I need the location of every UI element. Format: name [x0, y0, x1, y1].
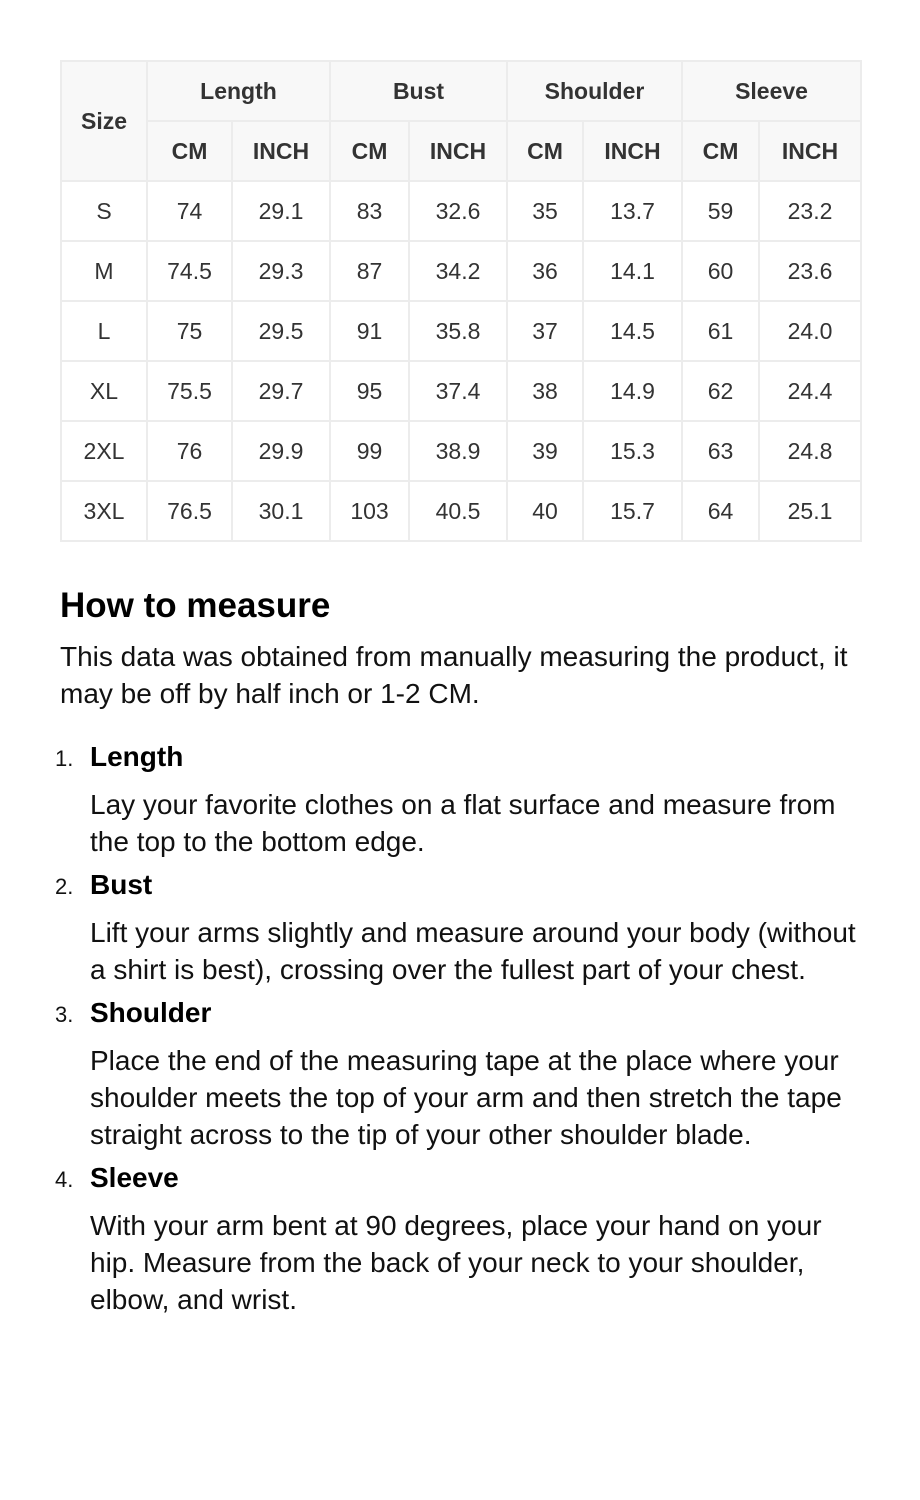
- item-number: 1.: [55, 746, 74, 771]
- item-description: With your arm bent at 90 degrees, place your hand on your hip. Measure from the back of your neck to your shoulder, elbow, and wrist.: [90, 1210, 822, 1315]
- bust-cm-cell: 95: [330, 361, 409, 421]
- table-row: [61, 241, 861, 301]
- size-cell: S: [61, 181, 147, 241]
- size-cell: XL: [61, 361, 147, 421]
- item-number: 3.: [55, 1002, 74, 1027]
- bust-cm-cell: 91: [330, 301, 409, 361]
- table-row: [61, 301, 861, 361]
- bust-group-header: Bust: [330, 61, 507, 121]
- table-row: [61, 421, 861, 481]
- shoulder-cm-cell: 40: [507, 481, 583, 541]
- sleeve-group-header: Sleeve: [682, 61, 861, 121]
- length-cm-cell: 74: [147, 181, 232, 241]
- bust-cm-cell: 103: [330, 481, 409, 541]
- item-description: Lay your favorite clothes on a flat surface and measure from the top to the bottom edge.: [90, 789, 836, 857]
- bust-inch-cell: 38.9: [409, 421, 507, 481]
- shoulder-inch-header: INCH: [583, 121, 682, 181]
- sleeve-cm-cell: 62: [682, 361, 759, 421]
- length-cm-cell: 76.5: [147, 481, 232, 541]
- shoulder-inch-cell: 13.7: [583, 181, 682, 241]
- size-cell: M: [61, 241, 147, 301]
- shoulder-group-header: Shoulder: [507, 61, 682, 121]
- shoulder-cm-cell: 39: [507, 421, 583, 481]
- length-inch-cell: 29.5: [232, 301, 330, 361]
- shoulder-cm-cell: 38: [507, 361, 583, 421]
- sleeve-inch-header: INCH: [759, 121, 861, 181]
- size-cell: 3XL: [61, 481, 147, 541]
- length-inch-header: INCH: [232, 121, 330, 181]
- sleeve-inch-cell: 24.0: [759, 301, 861, 361]
- bust-cm-cell: 87: [330, 241, 409, 301]
- sleeve-inch-cell: 23.6: [759, 241, 861, 301]
- list-item: [55, 740, 860, 860]
- length-cm-cell: 76: [147, 421, 232, 481]
- item-title: Shoulder: [90, 997, 212, 1028]
- list-item: [55, 1161, 860, 1318]
- shoulder-cm-cell: 37: [507, 301, 583, 361]
- table-row: [61, 481, 861, 541]
- bust-cm-header: CM: [330, 121, 409, 181]
- item-number: 4.: [55, 1167, 74, 1192]
- size-cell: L: [61, 301, 147, 361]
- length-inch-cell: 29.7: [232, 361, 330, 421]
- length-inch-cell: 29.1: [232, 181, 330, 241]
- bust-inch-header: INCH: [409, 121, 507, 181]
- sleeve-cm-cell: 59: [682, 181, 759, 241]
- size-chart-table: [60, 60, 862, 542]
- bust-inch-cell: 37.4: [409, 361, 507, 421]
- bust-inch-cell: 32.6: [409, 181, 507, 241]
- length-group-header: Length: [147, 61, 330, 121]
- sleeve-cm-header: CM: [682, 121, 759, 181]
- length-inch-cell: 29.9: [232, 421, 330, 481]
- bust-cm-cell: 99: [330, 421, 409, 481]
- shoulder-cm-cell: 36: [507, 241, 583, 301]
- sleeve-cm-cell: 61: [682, 301, 759, 361]
- shoulder-inch-cell: 14.9: [583, 361, 682, 421]
- sleeve-inch-cell: 23.2: [759, 181, 861, 241]
- length-cm-header: CM: [147, 121, 232, 181]
- item-title: Sleeve: [90, 1162, 179, 1193]
- shoulder-cm-cell: 35: [507, 181, 583, 241]
- item-title: Length: [90, 741, 184, 772]
- shoulder-inch-cell: 14.1: [583, 241, 682, 301]
- bust-inch-cell: 40.5: [409, 481, 507, 541]
- list-item: [55, 996, 860, 1153]
- shoulder-inch-cell: 15.3: [583, 421, 682, 481]
- header-unit-row: [61, 121, 861, 181]
- sleeve-cm-cell: 64: [682, 481, 759, 541]
- table-row: [61, 181, 861, 241]
- length-cm-cell: 75.5: [147, 361, 232, 421]
- shoulder-inch-cell: 14.5: [583, 301, 682, 361]
- list-item: [55, 868, 860, 988]
- header-group-row: [61, 61, 861, 121]
- bust-cm-cell: 83: [330, 181, 409, 241]
- bust-inch-cell: 34.2: [409, 241, 507, 301]
- size-chart-header: [61, 61, 861, 181]
- item-description: Place the end of the measuring tape at the place where your shoulder meets the top of your arm and then stretch the tape straight across to the tip of your other shoulder blade.: [90, 1045, 842, 1150]
- length-inch-cell: 29.3: [232, 241, 330, 301]
- length-cm-cell: 74.5: [147, 241, 232, 301]
- bust-inch-cell: 35.8: [409, 301, 507, 361]
- size-chart-body: [61, 181, 861, 541]
- size-cell: 2XL: [61, 421, 147, 481]
- length-cm-cell: 75: [147, 301, 232, 361]
- item-description: Lift your arms slightly and measure around your body (without a shirt is best), crossing over the fullest part of your chest.: [90, 917, 856, 985]
- table-row: [61, 361, 861, 421]
- sleeve-inch-cell: 24.4: [759, 361, 861, 421]
- length-inch-cell: 30.1: [232, 481, 330, 541]
- shoulder-cm-header: CM: [507, 121, 583, 181]
- sleeve-inch-cell: 25.1: [759, 481, 861, 541]
- intro-text: This data was obtained from manually measuring the product, it may be off by half inch or 1-2 CM.: [60, 641, 848, 709]
- shoulder-inch-cell: 15.7: [583, 481, 682, 541]
- item-number: 2.: [55, 874, 74, 899]
- sleeve-cm-cell: 60: [682, 241, 759, 301]
- how-to-measure-section: [55, 580, 860, 1318]
- sleeve-inch-cell: 24.8: [759, 421, 861, 481]
- section-title: How to measure: [60, 586, 331, 625]
- item-title: Bust: [90, 869, 153, 900]
- size-column-header: Size: [61, 61, 147, 181]
- measure-list: [55, 740, 860, 1318]
- size-guide: [55, 60, 860, 1326]
- sleeve-cm-cell: 63: [682, 421, 759, 481]
